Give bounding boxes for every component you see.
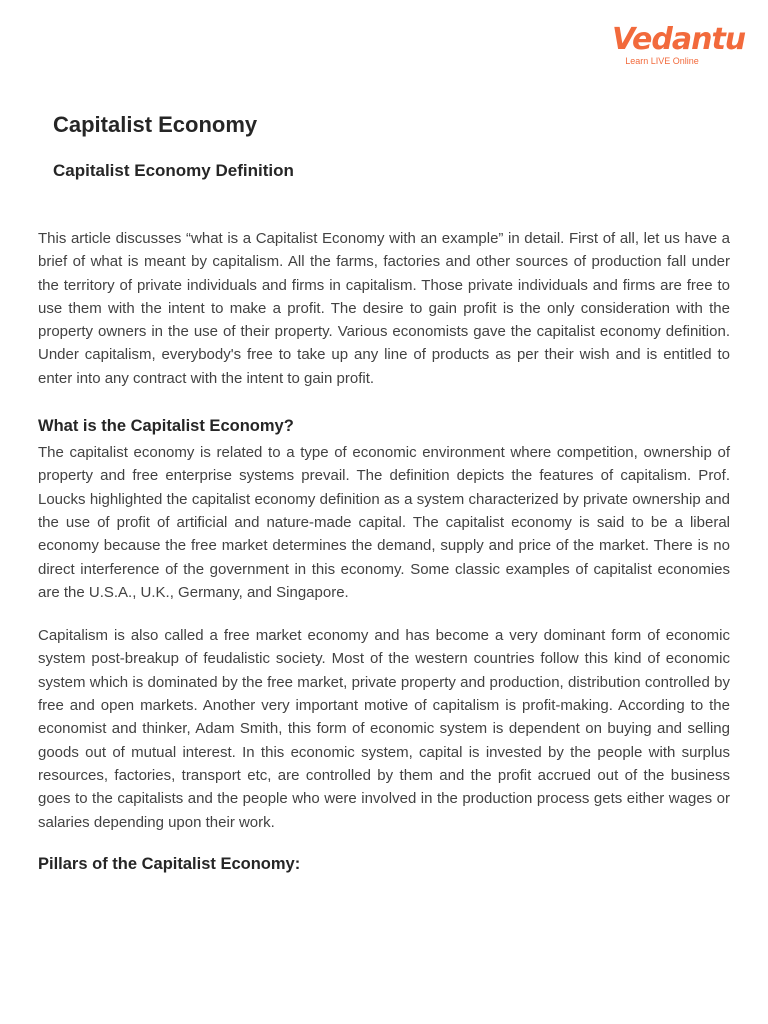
definition-paragraph: The capitalist economy is related to a type of economic environment where competition, ownership of property and free enterprise systems prevail. The definition depicts the features of capitalism. Prof. Loucks highlighted the capitalist economy definition as a system characterized by private ownership and the use of profit of artificial and nature-made capital. The capitalist economy is said to be a liberal economy because the free market determines the demand, supply and price of the market. There is no direct interference of the government in this economy. Some classic examples of capitalist economies are the U.S.A., U.K., Germany, and Singapore.	[38, 444, 730, 601]
section-heading-pillars: Pillars of the Capitalist Economy:	[38, 854, 301, 873]
intro-paragraph: This article discusses “what is a Capitalist Economy with an example” in detail. First of all, let us have a brief of what is meant by capitalism. All the farms, factories and other sources of production fall under the territory of private individuals and firms in capitalism. Those private individuals and firms are free to use them with the intent to make a profit. The desire to gain profit is the only consideration with the property owners in the use of their property. Various economists gave the capitalist economy definition. Under capitalism, everybody's free to take up any line of products as per their wish and is entitled to enter into any contract with the intent to gain profit.	[38, 230, 730, 387]
logo-wordmark: Vedantu	[612, 22, 746, 57]
section-heading-what-is: What is the Capitalist Economy?	[38, 417, 294, 436]
vedantu-logo	[612, 22, 746, 66]
page-title: Capitalist Economy	[53, 112, 258, 137]
page-subtitle: Capitalist Economy Definition	[53, 161, 294, 180]
article-body	[38, 227, 730, 876]
logo-tagline: Learn LIVE Online	[625, 56, 699, 66]
free-market-paragraph: Capitalism is also called a free market economy and has become a very dominant form of economic system post-breakup of feudalistic society. Most of the western countries follow this kind of economic system which is dominated by the free market, private property and production, distribution controlled by free and open markets. Another very important motive of capitalism is profit-making. According to the economist and thinker, Adam Smith, this form of economic system is dependent on buying and selling goods out of mutual interest. In this economic system, capital is invested by the people with surplus resources, factories, transport etc, are controlled by them and the profit accrued out of the business goes to the capitalists and the people who were involved in the production process gets either wages or salaries depending upon their work.	[38, 627, 730, 831]
